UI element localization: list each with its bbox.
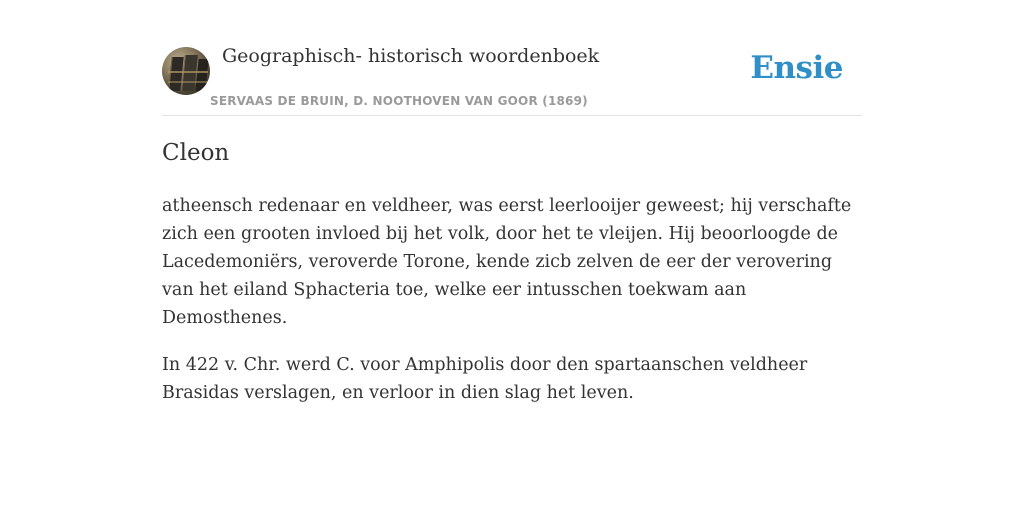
book-title-link[interactable]: Geographisch- historisch woordenboek — [222, 45, 600, 67]
entry-title: Cleon — [162, 140, 230, 166]
book-header — [162, 0, 862, 116]
entry-body — [162, 192, 862, 426]
book-spine-shape — [195, 59, 208, 91]
book-band-shape — [168, 81, 208, 83]
book-cover-avatar[interactable] — [162, 47, 210, 95]
book-author: SERVAAS DE BRUIN, D. NOOTHOVEN VAN GOOR (1869) — [210, 94, 588, 108]
entry-paragraph: atheensch redenaar en veldheer, was eerst leerlooijer geweest; hij verschafte zich een grooten invloed bij het volk, door het te vleijen. Hij beoorloogde de Lacedemoniërs, veroverde Torone, kende zicb zelven de eer der verovering van het eiland Sphacteria toe, welke eer intusschen toekwam aan Demosthenes. — [162, 196, 852, 328]
book-band-shape — [168, 71, 208, 73]
entry-paragraph: In 422 v. Chr. werd C. voor Amphipolis door den spartaanschen veldheer Brasidas verslagen, en verloor in dien slag het leven. — [162, 355, 808, 403]
ensie-logo-link[interactable]: Ensie — [750, 50, 843, 86]
